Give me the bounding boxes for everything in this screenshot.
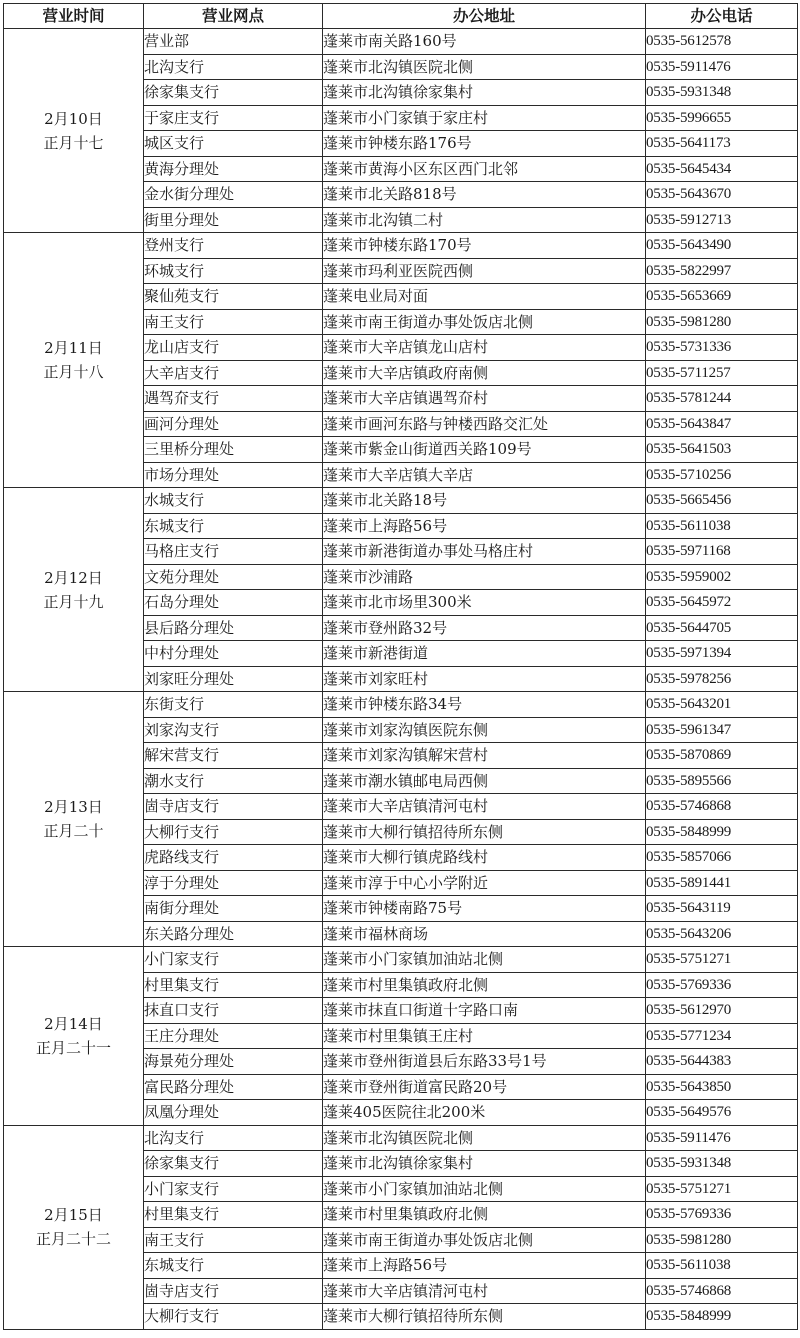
- table-row: [4, 29, 798, 55]
- phone-cell: 0535-5891441: [646, 870, 798, 896]
- branch-name-cell: 刘家沟支行: [144, 717, 323, 743]
- phone-cell: 0535-5612578: [646, 29, 798, 55]
- table-row: [4, 233, 798, 259]
- phone-cell: 0535-5649576: [646, 1100, 798, 1126]
- phone-cell: 0535-5746868: [646, 1278, 798, 1304]
- phone-cell: 0535-5959002: [646, 564, 798, 590]
- address-cell: 蓬莱市黄海小区东区西门北邻: [323, 156, 646, 182]
- address-cell: 蓬莱市南王街道办事处饭店北侧: [323, 1227, 646, 1253]
- address-cell: 蓬莱市抹直口街道十字路口南: [323, 998, 646, 1024]
- branch-name-cell: 东城支行: [144, 1253, 323, 1279]
- branch-name-cell: 虎路线支行: [144, 845, 323, 871]
- branch-name-cell: 崮寺店支行: [144, 794, 323, 820]
- header-phone: 办公电话: [646, 4, 798, 29]
- address-cell: 蓬莱市村里集镇政府北侧: [323, 1202, 646, 1228]
- address-cell: 蓬莱市大辛店镇清河屯村: [323, 1278, 646, 1304]
- header-business-hours: 营业时间: [4, 4, 144, 29]
- date-cell: [4, 947, 144, 1126]
- branch-name-cell: 龙山店支行: [144, 335, 323, 361]
- branch-name-cell: 东城支行: [144, 513, 323, 539]
- lunar-date: 正月十七: [43, 133, 104, 152]
- address-cell: 蓬莱市北沟镇徐家集村: [323, 80, 646, 106]
- address-cell: 蓬莱市大辛店镇遇驾夼村: [323, 386, 646, 412]
- address-cell: 蓬莱市北市场里300米: [323, 590, 646, 616]
- address-cell: 蓬莱市大辛店镇清河屯村: [323, 794, 646, 820]
- date-cell: [4, 1125, 144, 1329]
- address-cell: 蓬莱市登州街道富民路20号: [323, 1074, 646, 1100]
- address-cell: 蓬莱市大柳行镇虎路线村: [323, 845, 646, 871]
- branch-name-cell: 徐家集支行: [144, 80, 323, 106]
- phone-cell: 0535-5822997: [646, 258, 798, 284]
- phone-cell: 0535-5751271: [646, 1176, 798, 1202]
- branch-name-cell: 刘家旺分理处: [144, 666, 323, 692]
- address-cell: 蓬莱市登州街道县后东路33号1号: [323, 1049, 646, 1075]
- address-cell: 蓬莱市沙浦路: [323, 564, 646, 590]
- branch-name-cell: 徐家集支行: [144, 1151, 323, 1177]
- table-row: [4, 947, 798, 973]
- branch-name-cell: 东街支行: [144, 692, 323, 718]
- phone-cell: 0535-5643119: [646, 896, 798, 922]
- branch-name-cell: 海景苑分理处: [144, 1049, 323, 1075]
- address-cell: 蓬莱市紫金山街道西关路109号: [323, 437, 646, 463]
- phone-cell: 0535-5653669: [646, 284, 798, 310]
- phone-cell: 0535-5665456: [646, 488, 798, 514]
- branch-name-cell: 水城支行: [144, 488, 323, 514]
- date-cell: [4, 692, 144, 947]
- branch-name-cell: 于家庄支行: [144, 105, 323, 131]
- address-cell: 蓬莱市村里集镇王庄村: [323, 1023, 646, 1049]
- table-row: [4, 1125, 798, 1151]
- phone-cell: 0535-5645972: [646, 590, 798, 616]
- gregorian-date: 2月12日: [44, 568, 103, 587]
- branch-name-cell: 崮寺店支行: [144, 1278, 323, 1304]
- lunar-date: 正月二十: [43, 822, 104, 840]
- address-cell: 蓬莱市钟楼南路75号: [323, 896, 646, 922]
- address-cell: 蓬莱市小门家镇加油站北侧: [323, 1176, 646, 1202]
- branch-name-cell: 聚仙苑支行: [144, 284, 323, 310]
- phone-cell: 0535-5769336: [646, 972, 798, 998]
- phone-cell: 0535-5981280: [646, 1227, 798, 1253]
- branch-name-cell: 南街分理处: [144, 896, 323, 922]
- branch-name-cell: 石岛分理处: [144, 590, 323, 616]
- phone-cell: 0535-5641173: [646, 131, 798, 157]
- phone-cell: 0535-5643670: [646, 182, 798, 208]
- address-cell: 蓬莱市小门家镇加油站北侧: [323, 947, 646, 973]
- branch-name-cell: 南王支行: [144, 1227, 323, 1253]
- phone-cell: 0535-5895566: [646, 768, 798, 794]
- address-cell: 蓬莱市北沟镇徐家集村: [323, 1151, 646, 1177]
- table-body: [4, 29, 798, 1330]
- branch-name-cell: 王庄分理处: [144, 1023, 323, 1049]
- gregorian-date: 2月13日: [44, 798, 103, 816]
- phone-cell: 0535-5643201: [646, 692, 798, 718]
- branch-name-cell: 城区支行: [144, 131, 323, 157]
- date-cell: [4, 233, 144, 488]
- address-cell: 蓬莱市村里集镇政府北侧: [323, 972, 646, 998]
- header-row: [4, 4, 798, 29]
- phone-cell: 0535-5848999: [646, 1304, 798, 1330]
- header-branch: 营业网点: [144, 4, 323, 29]
- address-cell: 蓬莱市刘家沟镇医院东侧: [323, 717, 646, 743]
- phone-cell: 0535-5643206: [646, 921, 798, 947]
- phone-cell: 0535-5644383: [646, 1049, 798, 1075]
- branch-name-cell: 遇驾夼支行: [144, 386, 323, 412]
- phone-cell: 0535-5996655: [646, 105, 798, 131]
- phone-cell: 0535-5911476: [646, 1125, 798, 1151]
- phone-cell: 0535-5645434: [646, 156, 798, 182]
- branch-name-cell: 大柳行支行: [144, 819, 323, 845]
- phone-cell: 0535-5643850: [646, 1074, 798, 1100]
- lunar-date: 正月十九: [43, 592, 104, 611]
- address-cell: 蓬莱市上海路56号: [323, 1253, 646, 1279]
- branch-name-cell: 小门家支行: [144, 947, 323, 973]
- address-cell: 蓬莱市新港街道: [323, 641, 646, 667]
- branch-name-cell: 中村分理处: [144, 641, 323, 667]
- branch-name-cell: 解宋营支行: [144, 743, 323, 769]
- address-cell: 蓬莱市潮水镇邮电局西侧: [323, 768, 646, 794]
- address-cell: 蓬莱市南关路160号: [323, 29, 646, 55]
- address-cell: 蓬莱市刘家沟镇解宋营村: [323, 743, 646, 769]
- table-header: [4, 4, 798, 29]
- branch-name-cell: 北沟支行: [144, 54, 323, 80]
- address-cell: 蓬莱市北关路18号: [323, 488, 646, 514]
- branch-name-cell: 北沟支行: [144, 1125, 323, 1151]
- lunar-date: 正月十八: [43, 363, 104, 381]
- table-row: [4, 692, 798, 718]
- phone-cell: 0535-5981280: [646, 309, 798, 335]
- branch-name-cell: 街里分理处: [144, 207, 323, 233]
- gregorian-date: 2月11日: [44, 339, 103, 357]
- gregorian-date: 2月15日: [44, 1206, 103, 1224]
- branch-name-cell: 凤凰分理处: [144, 1100, 323, 1126]
- address-cell: 蓬莱市大辛店镇政府南侧: [323, 360, 646, 386]
- address-cell: 蓬莱市大辛店镇龙山店村: [323, 335, 646, 361]
- address-cell: 蓬莱市南王街道办事处饭店北侧: [323, 309, 646, 335]
- phone-cell: 0535-5911476: [646, 54, 798, 80]
- branch-name-cell: 南王支行: [144, 309, 323, 335]
- address-cell: 蓬莱市北沟镇医院北侧: [323, 1125, 646, 1151]
- branch-name-cell: 小门家支行: [144, 1176, 323, 1202]
- address-cell: 蓬莱市北关路818号: [323, 182, 646, 208]
- phone-cell: 0535-5978256: [646, 666, 798, 692]
- header-address: 办公地址: [323, 4, 646, 29]
- address-cell: 蓬莱市大辛店镇大辛店: [323, 462, 646, 488]
- phone-cell: 0535-5771234: [646, 1023, 798, 1049]
- lunar-date: 正月二十一: [35, 1038, 111, 1057]
- address-cell: 蓬莱市小门家镇于家庄村: [323, 105, 646, 131]
- phone-cell: 0535-5710256: [646, 462, 798, 488]
- phone-cell: 0535-5731336: [646, 335, 798, 361]
- phone-cell: 0535-5769336: [646, 1202, 798, 1228]
- address-cell: 蓬莱市新港街道办事处马格庄村: [323, 539, 646, 565]
- gregorian-date: 2月14日: [44, 1014, 103, 1033]
- phone-cell: 0535-5711257: [646, 360, 798, 386]
- branch-name-cell: 文苑分理处: [144, 564, 323, 590]
- phone-cell: 0535-5612970: [646, 998, 798, 1024]
- branch-name-cell: 大柳行支行: [144, 1304, 323, 1330]
- address-cell: 蓬莱市钟楼东路176号: [323, 131, 646, 157]
- phone-cell: 0535-5971168: [646, 539, 798, 565]
- phone-cell: 0535-5971394: [646, 641, 798, 667]
- gregorian-date: 2月10日: [44, 109, 103, 128]
- branch-name-cell: 大辛店支行: [144, 360, 323, 386]
- branch-name-cell: 村里集支行: [144, 1202, 323, 1228]
- branch-name-cell: 县后路分理处: [144, 615, 323, 641]
- phone-cell: 0535-5912713: [646, 207, 798, 233]
- branch-name-cell: 三里桥分理处: [144, 437, 323, 463]
- phone-cell: 0535-5644705: [646, 615, 798, 641]
- phone-cell: 0535-5611038: [646, 513, 798, 539]
- branch-name-cell: 马格庄支行: [144, 539, 323, 565]
- address-cell: 蓬莱市淳于中心小学附近: [323, 870, 646, 896]
- branch-name-cell: 东关路分理处: [144, 921, 323, 947]
- branch-schedule-table: [3, 3, 798, 1330]
- date-cell: [4, 29, 144, 233]
- branch-name-cell: 环城支行: [144, 258, 323, 284]
- branch-name-cell: 黄海分理处: [144, 156, 323, 182]
- phone-cell: 0535-5931348: [646, 80, 798, 106]
- branch-name-cell: 淳于分理处: [144, 870, 323, 896]
- phone-cell: 0535-5643847: [646, 411, 798, 437]
- phone-cell: 0535-5781244: [646, 386, 798, 412]
- address-cell: 蓬莱市上海路56号: [323, 513, 646, 539]
- date-cell: [4, 488, 144, 692]
- address-cell: 蓬莱市福林商场: [323, 921, 646, 947]
- lunar-date: 正月二十二: [35, 1230, 111, 1248]
- phone-cell: 0535-5870869: [646, 743, 798, 769]
- phone-cell: 0535-5611038: [646, 1253, 798, 1279]
- branch-name-cell: 金水街分理处: [144, 182, 323, 208]
- address-cell: 蓬莱市北沟镇二村: [323, 207, 646, 233]
- address-cell: 蓬莱市钟楼东路34号: [323, 692, 646, 718]
- branch-name-cell: 营业部: [144, 29, 323, 55]
- address-cell: 蓬莱电业局对面: [323, 284, 646, 310]
- address-cell: 蓬莱市刘家旺村: [323, 666, 646, 692]
- phone-cell: 0535-5857066: [646, 845, 798, 871]
- phone-cell: 0535-5641503: [646, 437, 798, 463]
- table-row: [4, 488, 798, 514]
- phone-cell: 0535-5848999: [646, 819, 798, 845]
- phone-cell: 0535-5751271: [646, 947, 798, 973]
- address-cell: 蓬莱市登州路32号: [323, 615, 646, 641]
- address-cell: 蓬莱市北沟镇医院北侧: [323, 54, 646, 80]
- branch-name-cell: 市场分理处: [144, 462, 323, 488]
- branch-name-cell: 富民路分理处: [144, 1074, 323, 1100]
- phone-cell: 0535-5643490: [646, 233, 798, 259]
- phone-cell: 0535-5746868: [646, 794, 798, 820]
- branch-name-cell: 画河分理处: [144, 411, 323, 437]
- address-cell: 蓬莱市画河东路与钟楼西路交汇处: [323, 411, 646, 437]
- branch-name-cell: 村里集支行: [144, 972, 323, 998]
- branch-name-cell: 潮水支行: [144, 768, 323, 794]
- address-cell: 蓬莱市钟楼东路170号: [323, 233, 646, 259]
- phone-cell: 0535-5961347: [646, 717, 798, 743]
- phone-cell: 0535-5931348: [646, 1151, 798, 1177]
- address-cell: 蓬莱市大柳行镇招待所东侧: [323, 1304, 646, 1330]
- address-cell: 蓬莱市大柳行镇招待所东侧: [323, 819, 646, 845]
- address-cell: 蓬莱405医院往北200米: [323, 1100, 646, 1126]
- branch-name-cell: 抹直口支行: [144, 998, 323, 1024]
- address-cell: 蓬莱市玛利亚医院西侧: [323, 258, 646, 284]
- branch-name-cell: 登州支行: [144, 233, 323, 259]
